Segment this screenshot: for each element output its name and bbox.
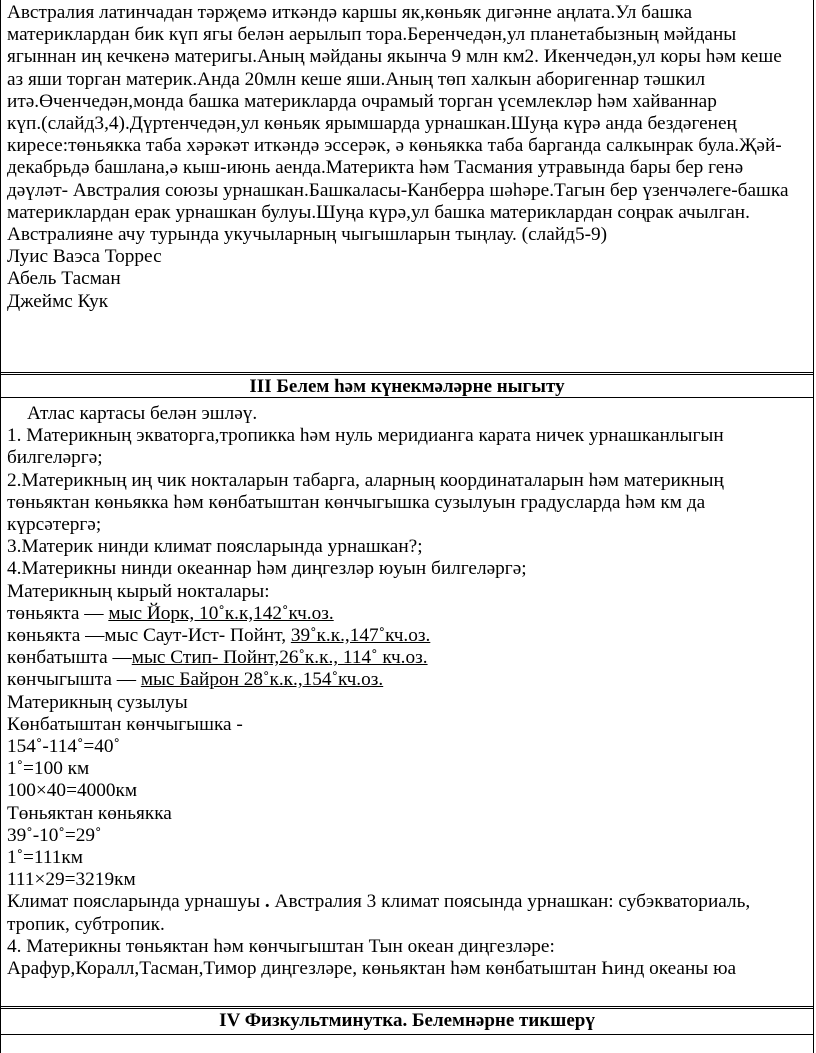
extreme-point-east	[7, 669, 807, 691]
text-line: декабрьдә башлана,ә кыш-июнь аенда.Материкта һәм Тасмания утравында бары бер генә	[7, 157, 744, 179]
australia-description	[7, 2, 807, 313]
calc-line: 111×29=3219км	[7, 869, 136, 891]
extreme-point-north	[7, 603, 807, 625]
section-iii-body	[7, 403, 807, 980]
climate-dot: .	[260, 891, 275, 913]
row-divider	[1, 1034, 813, 1035]
row-divider	[1, 374, 813, 375]
point-coordinates: мыс Йорк, 10˚к.к,142˚кч.оз.	[108, 602, 334, 624]
calc-line: Материкның сузылуы	[7, 691, 188, 713]
point-prefix: көнчыгышта —	[7, 669, 141, 691]
calc-line: Төньяктан көньякка	[7, 802, 172, 824]
text-line: күп.(слайд3,4).Дүртенчедән,ул көньяк ярымшарда урнашкан.Шуңа күрә анда бездәгенең	[7, 113, 737, 135]
intro-line: Атлас картасы белән эшләү.	[27, 403, 258, 424]
explorer-name: Джеймс Кук	[7, 290, 109, 312]
table-border-right	[813, 0, 814, 1053]
text-line: итә.Өченчедән,монда башка материкларда очрамый торган үсемлекләр һәм хайваннар	[7, 90, 717, 112]
point-coordinates: мыс Стип- Пойнт,26˚к.к., 114˚ кч.оз.	[131, 647, 428, 669]
climate-line-2: тропик, субтропик.	[7, 913, 165, 935]
text-line: материклардан ерак урнашкан булуы.Шуңа күрә,ул башка материклардан соңрак ачылган.	[7, 201, 750, 223]
question-line: 3.Материк нинди климат поясларында урнашкан?;	[7, 536, 423, 558]
points-title: Материкның кырый нокталары:	[7, 580, 270, 602]
text-line: Австралия латинчадан тәрҗемә иткәндә каршы як,көньяк дигәнне аңлата.Ул башка	[7, 2, 693, 23]
extreme-point-west	[7, 647, 807, 669]
text-line: ягыннан иң кечкенә материгы.Аның мәйданы якынча 9 млн км2. Икенчедән,ул коры һәм кеше	[7, 46, 782, 68]
question-line: билгеләргә;	[7, 447, 103, 469]
extreme-point-south	[7, 625, 807, 647]
calc-line: 100×40=4000км	[7, 780, 138, 802]
row-divider	[1, 372, 813, 373]
climate-line	[7, 891, 807, 913]
calc-line: 39˚-10˚=29˚	[7, 824, 102, 846]
calc-line: Көнбатыштан көнчыгышка -	[7, 713, 243, 735]
question-line: төньяктан көньякка һәм көнбатыштан көнчыгышка сузылуын градусларда һәм км да	[7, 491, 706, 513]
row-divider	[1, 1006, 813, 1007]
calc-line: 1˚=111км	[7, 847, 83, 869]
section-heading-iv: IV Физкультминутка. Белемнәрне тикшерү	[219, 1010, 595, 1031]
calc-line: 154˚-114˚=40˚	[7, 736, 120, 758]
point-prefix: көньякта —мыс Саут-Ист- Пойнт,	[7, 625, 291, 647]
table-border-left	[0, 0, 1, 1053]
point-prefix: көнбатышта —	[7, 647, 132, 669]
section-heading-iii: III Белем һәм күнекмәләрне ныгыту	[249, 376, 565, 397]
question-line: күрсәтергә;	[7, 514, 102, 536]
text-line: аз яши торган материк.Анда 20млн кеше яши.Аның төп халкын аборигеннар тәшкил	[7, 68, 706, 90]
text-line: Австралияне ачу турында укучыларның чыгышларын тыңлау. (слайд5-9)	[7, 224, 608, 246]
explorer-name: Абель Тасман	[7, 268, 121, 290]
climate-rest: Австралия 3 климат поясында урнашкан: субэкваториаль,	[274, 891, 751, 913]
question-line: 1. Материкның экваторга,тропикка һәм нуль меридианга карата ничек урнашканлыгын	[7, 425, 724, 447]
seas-line: Арафур,Коралл,Тасман,Тимор диңгезләре, көньяктан һәм көнбатыштан Һинд океаны юа	[7, 958, 737, 980]
climate-lead: Климат поясларында урнашуы	[7, 891, 261, 913]
row-divider	[1, 1008, 813, 1009]
text-line: дәүләт- Австралия союзы урнашкан.Башкаласы-Канберра шәһәре.Тагын бер үзенчәлеге-башка	[7, 179, 789, 201]
question-line: 2.Материкның иң чик нокталарын табарга, аларның координаталарын һәм материкның	[7, 469, 724, 491]
seas-line: 4. Материкны төньяктан һәм көнчыгыштан Тын океан диңгезләре:	[7, 935, 555, 957]
text-line: киресе:төньякка таба хәрәкәт иткәндә эссерәк, ә көньякка таба барганда салкынрак була.Җәй-	[7, 135, 782, 157]
point-coordinates: 39˚к.к.,147˚кч.оз.	[290, 625, 431, 647]
question-line: 4.Материкны нинди океаннар һәм диңгезләр юуын билгеләргә;	[7, 558, 527, 580]
text-line: материклардан бик күп ягы белән аерылып тора.Беренчедән,ул планетабызның мәйданы	[7, 24, 737, 46]
calc-line: 1˚=100 км	[7, 758, 90, 780]
explorer-name: Луис Ваэса Торрес	[7, 246, 162, 268]
point-coordinates: мыс Байрон 28˚к.к.,154˚кч.оз.	[140, 669, 384, 691]
point-prefix: төньякта —	[7, 602, 109, 624]
